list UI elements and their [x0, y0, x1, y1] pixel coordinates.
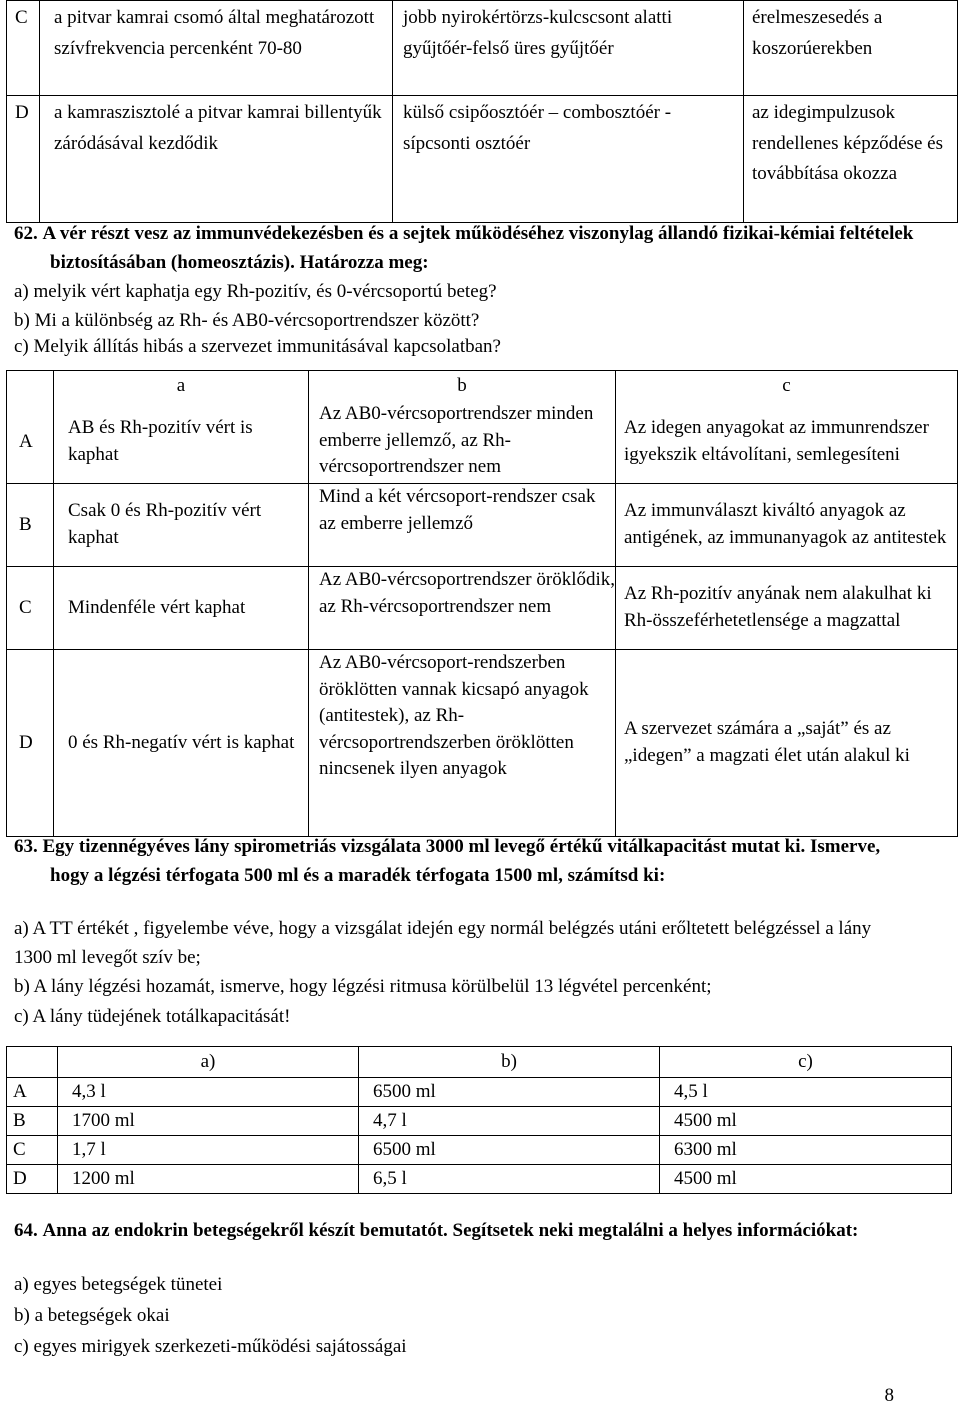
option-cell-b: külső csipőosztóér – combosztóér - sípcsonti osztóér	[393, 96, 744, 223]
question-63-item-b: b) A lány légzési hozamát, ismerve, hogy légzési ritmusa körülbelül 13 légvétel percenként;	[14, 976, 712, 997]
column-header: a	[54, 371, 309, 402]
question-63-answer-table	[6, 1046, 952, 1194]
option-cell-b: 6500 ml	[359, 1078, 660, 1107]
question-64-item-a: a) egyes betegségek tünetei	[14, 1274, 223, 1295]
option-cell-c: 4500 ml	[660, 1107, 952, 1136]
column-header: c	[616, 371, 958, 402]
option-cell-c: érelmeszesedés a koszorúerekben	[744, 1, 958, 96]
table-row	[7, 1165, 952, 1194]
option-cell-a: 1700 ml	[58, 1107, 359, 1136]
question-number: 63.	[14, 836, 38, 857]
option-cell-b: Mind a két vércsoport-rendszer csak az emberre jellemző	[309, 484, 616, 567]
question-64-item-c: c) egyes mirigyek szerkezeti-működési sajátosságai	[14, 1336, 407, 1357]
option-cell-c: Az idegen anyagokat az immunrendszer igyekszik eltávolítani, semlegesíteni	[616, 401, 958, 484]
table-row	[7, 1, 958, 96]
option-cell-a: AB és Rh-pozitív vért is kaphat	[54, 401, 309, 484]
table-row	[7, 1107, 952, 1136]
question-intro: A vér részt vesz az immunvédekezésben és a sejtek működéséhez viszonylag állandó fizikai-kémiai feltételek biztosításában (homeosztázis). Határozza meg:	[42, 223, 914, 273]
option-letter: B	[7, 484, 54, 567]
question-62-item-b: b) Mi a különbség az Rh- és AB0-vércsoportrendszer között?	[14, 310, 480, 331]
option-cell-a: Csak 0 és Rh-pozitív vért kaphat	[54, 484, 309, 567]
header-empty	[7, 1047, 58, 1078]
question-number: 64.	[14, 1220, 38, 1241]
page-number: 8	[884, 1385, 894, 1406]
table-header-row	[7, 371, 958, 402]
option-cell-b: Az AB0-vércsoportrendszer minden emberre jellemző, az Rh-vércsoportrendszer nem	[309, 401, 616, 484]
option-cell-b: Az AB0-vércsoport-rendszerben öröklötten vannak kicsapó anyagok (antitestek), az Rh-vércsoportrendszerben öröklötten nincsenek ilyen anyagok	[309, 650, 616, 837]
column-header: b	[309, 371, 616, 402]
option-letter: B	[7, 1107, 58, 1136]
question-61-answer-table	[6, 0, 958, 223]
option-cell-c: Az Rh-pozitív anyának nem alakulhat ki Rh-összeférhetetlensége a magzattal	[616, 567, 958, 650]
question-64-text	[14, 1216, 920, 1245]
table-row	[7, 567, 958, 650]
column-header: a)	[58, 1047, 359, 1078]
question-63-item-a: a) A TT értékét , figyelembe véve, hogy a vizsgálat idején egy normál belégzés utáni erőltetett belégzéssel a lány 1300 ml levegőt szív be;	[14, 918, 872, 968]
question-number: 62.	[14, 223, 38, 244]
option-cell-b: Az AB0-vércsoportrendszer öröklődik, az Rh-vércsoportrendszer nem	[309, 567, 616, 650]
option-cell-c: 4,5 l	[660, 1078, 952, 1107]
option-cell-a: a pitvar kamrai csomó által meghatározott szívfrekvencia percenként 70-80	[40, 1, 393, 96]
question-62-text	[14, 219, 920, 277]
option-cell-c: az idegimpulzusok rendellenes képződése és továbbítása okozza	[744, 96, 958, 223]
question-intro: Egy tizennégyéves lány spirometriás vizsgálata 3000 ml levegő értékű vitálkapacitást mutat ki. Ismerve, hogy a légzési térfogata 500 ml és a maradék térfogata 1500 ml, számítsd ki:	[42, 836, 881, 886]
option-letter: A	[7, 401, 54, 484]
column-header: b)	[359, 1047, 660, 1078]
option-cell-a: 1200 ml	[58, 1165, 359, 1194]
option-cell-a: 0 és Rh-negatív vért is kaphat	[54, 650, 309, 837]
option-cell-a: 1,7 l	[58, 1136, 359, 1165]
table-row	[7, 1136, 952, 1165]
option-letter: C	[7, 1, 40, 96]
option-cell-b: 6500 ml	[359, 1136, 660, 1165]
column-header: c)	[660, 1047, 952, 1078]
option-cell-c: Az immunválaszt kiváltó anyagok az antigének, az immunanyagok az antitestek	[616, 484, 958, 567]
option-cell-a: 4,3 l	[58, 1078, 359, 1107]
question-63-item-c: c) A lány tüdejének totálkapacitását!	[14, 1006, 291, 1027]
option-letter: C	[7, 567, 54, 650]
header-empty	[7, 371, 54, 402]
question-62-item-a: a) melyik vért kaphatja egy Rh-pozitív, és 0-vércsoportú beteg?	[14, 281, 497, 302]
question-63-text	[14, 832, 920, 890]
option-cell-c: A szervezet számára a „saját” és az „idegen” a magzati élet után alakul ki	[616, 650, 958, 837]
option-letter: A	[7, 1078, 58, 1107]
table-row	[7, 650, 958, 837]
option-letter: D	[7, 96, 40, 223]
option-letter: D	[7, 650, 54, 837]
option-cell-c: 6300 ml	[660, 1136, 952, 1165]
question-62-item-c: c) Melyik állítás hibás a szervezet immunitásával kapcsolatban?	[14, 336, 501, 357]
table-row	[7, 1078, 952, 1107]
option-cell-c: 4500 ml	[660, 1165, 952, 1194]
option-cell-b: 6,5 l	[359, 1165, 660, 1194]
table-row	[7, 96, 958, 223]
option-letter: D	[7, 1165, 58, 1194]
option-cell-a: a kamraszisztolé a pitvar kamrai billentyűk záródásával kezdődik	[40, 96, 393, 223]
option-letter: C	[7, 1136, 58, 1165]
question-intro: Anna az endokrin betegségekről készít bemutatót. Segítsetek neki megtalálni a helyes információkat:	[42, 1220, 859, 1241]
option-cell-b: jobb nyirokértörzs-kulcscsont alatti gyűjtőér-felső üres gyűjtőér	[393, 1, 744, 96]
table-header-row	[7, 1047, 952, 1078]
question-64-item-b: b) a betegségek okai	[14, 1305, 170, 1326]
table-row	[7, 401, 958, 484]
question-62-answer-table	[6, 370, 958, 837]
table-row	[7, 484, 958, 567]
option-cell-b: 4,7 l	[359, 1107, 660, 1136]
option-cell-a: Mindenféle vért kaphat	[54, 567, 309, 650]
